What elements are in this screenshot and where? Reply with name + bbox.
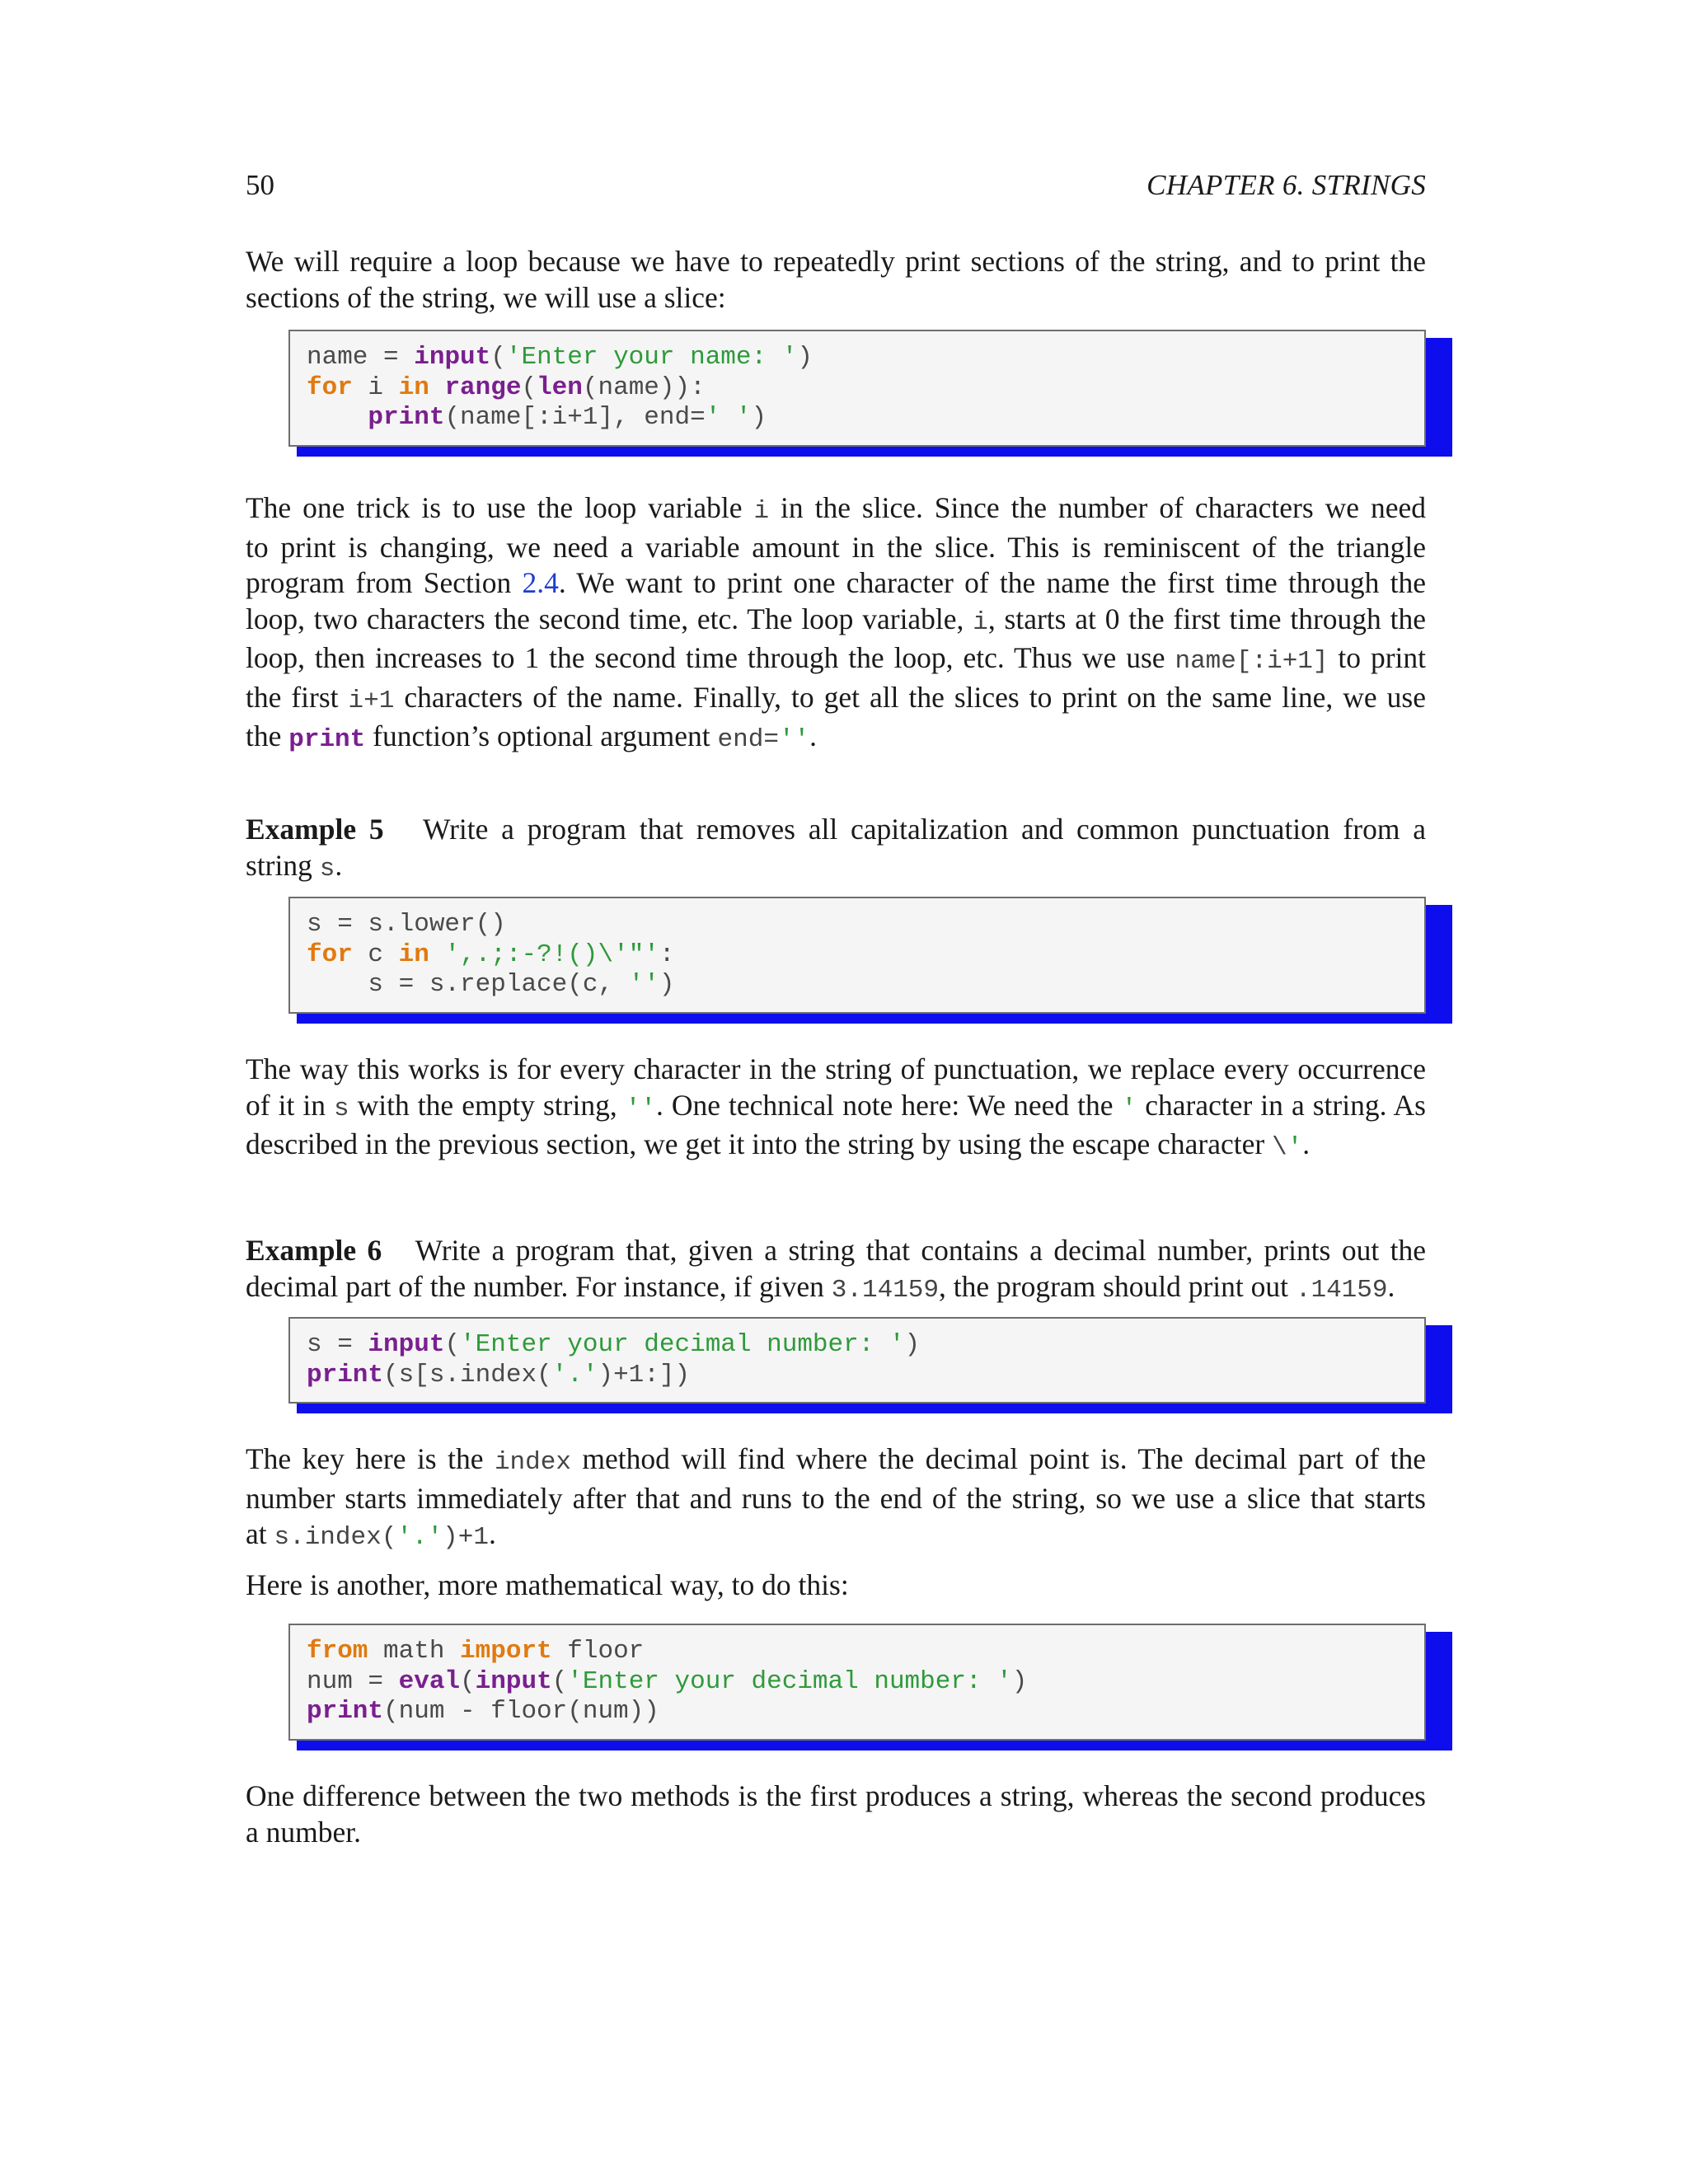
text-line: decimal part of the number. For instance, if given 3.14159, the program should print out .14159. [246,1269,1395,1305]
text-line: The key here is the index method will find where the decimal point is. The decimal part of the [246,1442,1426,1477]
text-line: to print is changing, we need a variable amount in the slice. This is reminiscent of the triangle [246,530,1426,564]
code-line: from math import floor [307,1637,645,1666]
text-line: The way this works is for every character in the string of punctuation, we replace every occurrence [246,1052,1426,1085]
paragraph-punctuation-explanation [246,1052,1426,1166]
example-label: Example 6 [246,1234,382,1267]
code-block-3 [288,1317,1442,1404]
text-line: of it in s with the empty string, ''. One technical note here: We need the ' character in a string. As [246,1088,1426,1123]
code-line: for c in ',.;:-?!()\'"': [307,940,675,969]
code-line: for i in range(len(name)): [307,373,706,402]
code-line: print(s[s.index('.')+1:]) [307,1360,691,1390]
code-listing [288,1624,1426,1741]
text-line: The one trick is to use the loop variable i in the slice. Since the number of characters we need [246,491,1426,526]
text-line: described in the previous section, we get it into the string by using the escape character \'. [246,1127,1311,1162]
section-link[interactable]: 2.4 [522,566,559,599]
paragraph-intro [246,244,1426,316]
code-block-1 [288,330,1442,447]
paragraph-loop-explanation [246,490,1426,758]
code-line: s = s.lower() [307,910,506,939]
example-6 [246,1233,1426,1308]
text-line: One difference between the two methods is the first produces a string, whereas the second produces [246,1779,1426,1812]
code-listing [288,330,1426,447]
code-block-2 [288,897,1442,1014]
text-line: sections of the string, we will use a slice: [246,280,726,314]
running-head: CHAPTER 6. STRINGS [1146,169,1426,201]
text-line: Here is another, more mathematical way, to do this: [246,1568,849,1601]
text-line: Example 6 Write a program that, given a string that contains a decimal number, prints out the [246,1234,1426,1267]
text-line: program from Section 2.4. We want to print one character of the name the first time through the [246,566,1426,599]
code-listing [288,897,1426,1014]
text-line: number starts immediately after that and runs to the end of the string, so we use a slice that starts [246,1481,1426,1515]
code-line: s = input('Enter your decimal number: ') [307,1330,921,1359]
code-line: name = input('Enter your name: ') [307,343,813,372]
text-line: at s.index('.')+1. [246,1517,496,1552]
paragraph-index-explanation [246,1441,1426,1556]
code-line: num = eval(input('Enter your decimal number: ') [307,1666,1028,1696]
text-line: string s. [246,848,343,883]
example-label: Example 5 [246,813,384,846]
text-line: the first i+1 characters of the name. Finally, to get all the slices to print on the same line, we use [246,680,1426,715]
code-line: print(num - floor(num)) [307,1697,659,1726]
text-line: loop, then increases to 1 the second time through the loop, etc. Thus we use name[:i+1] to print [246,641,1426,676]
page-number: 50 [246,169,274,201]
code-block-4 [288,1624,1442,1741]
text-line: We will require a loop because we have to repeatedly print sections of the string, and to print the [246,245,1426,278]
code-listing [288,1317,1426,1404]
paragraph-difference [246,1779,1426,1850]
text-line: loop, two characters the second time, etc. The loop variable, i, starts at 0 the first time through the [246,602,1426,637]
code-line: s = s.replace(c, '') [307,970,675,999]
example-5 [246,812,1426,887]
paragraph-another-way [246,1568,1426,1604]
page-header [246,169,1426,209]
text-line: the print function’s optional argument end=''. [246,719,818,754]
text-line: a number. [246,1815,361,1849]
text-line: Example 5 Write a program that removes all capitalization and common punctuation from a [246,813,1426,846]
code-line: print(name[:i+1], end=' ') [368,403,767,432]
